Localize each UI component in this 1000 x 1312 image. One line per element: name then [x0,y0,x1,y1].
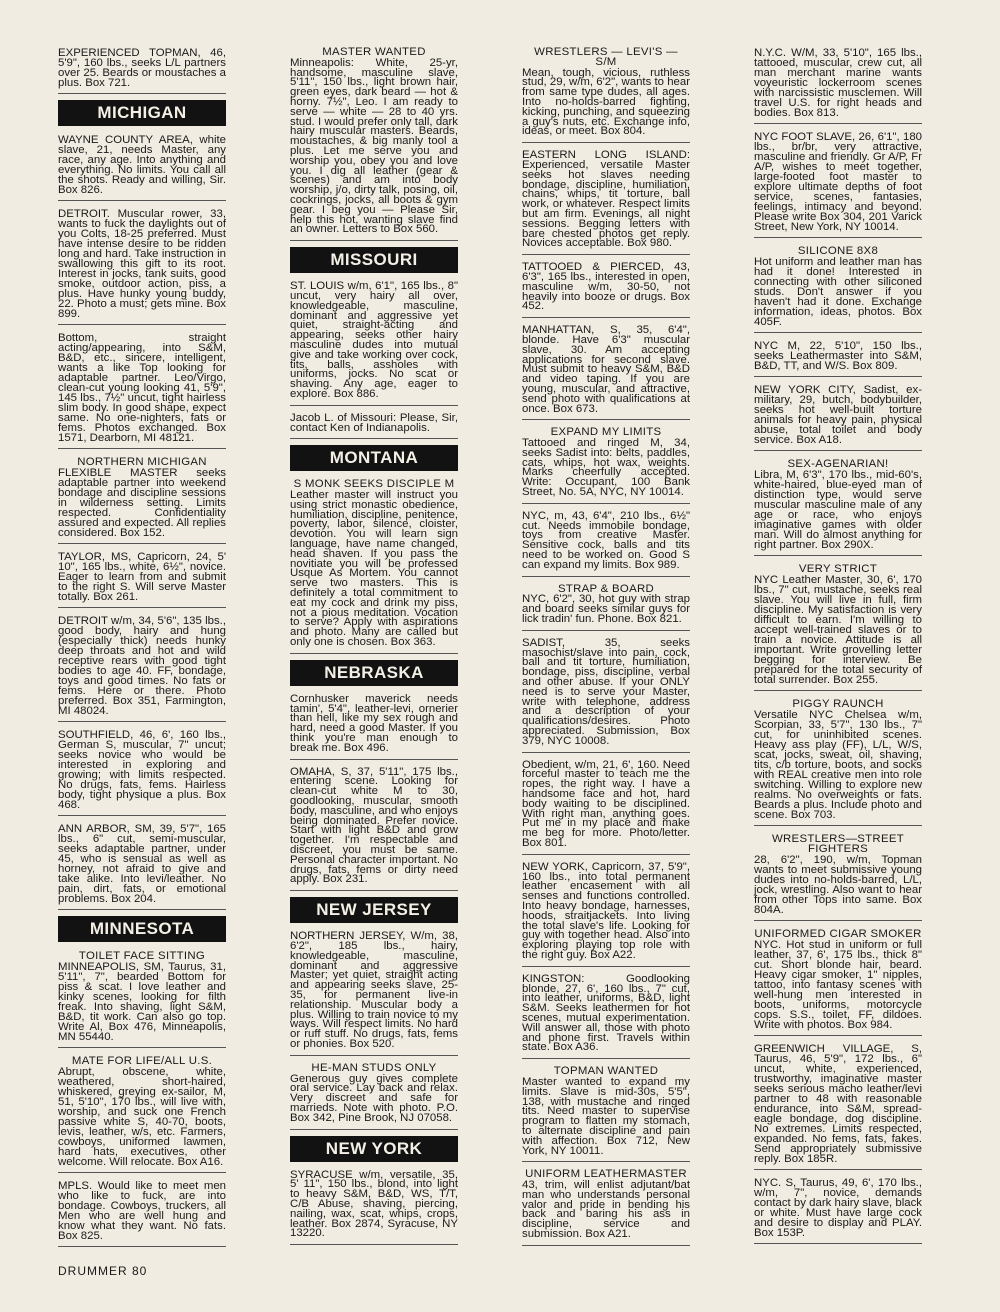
classified-ad [58,1179,226,1247]
ad-text: Hot uniform and leather man has had it done! Interested in connecting with other siliconed studs. Don't answer if you haven't had it done. Exchange information, ideas, photos. Box 405F. [754,256,922,328]
state-heading: NEW YORK [290,1136,458,1162]
classified-ad [58,207,226,325]
ad-text: Generous guy gives complete oral service. Lay back and relax. Very discreet and safe for marrieds. Note with photo. P.O. Box 342, Pine Brook, NJ 07058. [290,1072,458,1124]
classified-ad [754,130,922,238]
ad-text: NORTHERN JERSEY, W/m, 38, 6'2", 185 lbs., hairy, knowledgeable, masculine, dominant and aggressive Master; yet quiet, straight acting and appearing seeks slave, 25-35, for permanent live-in relationship. Muscular body a plus. Willing to train novice to my ways. Will respect limits. No hard or ruff stuff. No drugs, fats, fems or phonies. Box 520. [290,930,458,1050]
column-3 [522,46,690,1252]
ad-headline: PIGGY RAUNCH [792,698,884,710]
ad-headline: VERY STRICT [798,563,878,575]
classified-ad [522,861,690,967]
ad-headline: STRAP & BOARD [557,582,655,595]
ad-text: Jacob L. of Missouri: Please, Sir, contact Ken of Indianapolis. [290,411,458,434]
classified-ad [58,550,226,608]
ad-headline: MASTER WANTED [322,46,426,58]
ad-text: EASTERN LONG ISLAND: Experienced, versatile Master seeks hot slaves needing bondage, discipline, humiliation, chains, whips, tit torture, ball work, or whatever. Respect limits but am firm. Evenings, all night sessions. Begging letters with bare chested photos get reply. Novices acceptable. Box 980. [522,149,690,250]
ad-text: Cornhusker maverick needs tamin', 5'4", leather-levi, ornerier than hell, like my sex rough and hard, need a good Master. If you think you're man enough to break me. Box 496. [290,692,458,754]
ad-text: NYC. Hot stud in uniform or full leather, 37, 6', 175 lbs., thick 8" cut. Short blonde hair, beard. Heavy cigar smoker, 1" nipples, tattoo, into fantasy scenes with well-hung men interested in boots, uniforms, motorcycle cops. S.S., toilet, FF, dildoes. Write with photos. Box 984. [754,939,922,1031]
ad-text: SYRACUSE w/m, versatile, 35, 5' 11", 150 lbs., blond, into light to heavy S&M, B&D, WS, T/T, C/B Abuse, shaving, piercing, nailing, wax, scat, whips, crops, leather. Box 2874, Syracuse, NY 13220. [290,1168,458,1240]
state-heading: MISSOURI [290,247,458,273]
ad-text: 43, trim, will enlist adjutant/bat man who understands personal valor and pride in bending his back and baring his ass in discipline, service and submission. Box A21. [522,1179,690,1241]
classified-ad [522,1065,690,1162]
ad-text: NYC M, 22, 5'10", 150 lbs., seeks Leathermaster into S&M, B&D, TT, and W/S. Box 809. [754,340,922,372]
state-heading: MICHIGAN [58,100,226,126]
ad-headline: HE-MAN STUDS ONLY [311,1061,437,1074]
classified-ad [522,426,690,504]
classified-ad [522,759,690,855]
classified-ad [522,324,690,420]
ad-text: NYC. S, Taurus, 49, 6', 170 lbs., w/m, 7", novice, demands contact by dark hairy slave, black or white. Must have large cock and desire to display and PLAY. Box 153P. [754,1177,922,1239]
ad-text: Tattooed and ringed M, 34, seeks Sadist into: belts, paddles, cats, whips, hot wax, weights. Marks cheerfully accepted. Write: Occupant, 100 Bank Street, No. 5A, NYC, NY 10014. [522,437,690,499]
ad-text: TAYLOR, MS, Capricorn, 24, 5' 10", 165 lbs., white, 6½", novice. Eager to learn from and submit to the right S. Will serve Master totally. Box 261. [58,551,226,603]
ad-text: 28, 6'2", 190, w/m, Topman wants to meet submissive young dudes into no-holds-barred, L/L, jock, wrestling. Also want to hear from other Tops into same. Box 804A. [754,854,922,916]
classified-ad [754,927,922,1036]
classified-ad [754,383,922,451]
column-2 [290,46,458,1251]
ad-headline: SILICONE 8X8 [797,245,879,257]
ad-text: MINNEAPOLIS, SM, Taurus, 31, 5'11", 7", bearded Bottom for piss & scat. I love leather and kinky scenes, looking for filth freak. Into shaving, light S&M, B&D, tit work. Can also go top. Write Al, Box 476, Minneapolis, MN 55440. [58,961,226,1043]
column-4 [754,46,922,1250]
classified-ad [754,832,922,921]
classified-ad [58,1054,226,1173]
ad-text: MANHATTAN, S, 35, 6'4", blonde. Have 6'3" muscular slave, 30. Am accepting applications for second slave. Must submit to heavy S&M, B&D and video taping. If you are young, muscular, and attractive, send photo with qualifications at once. Box 673. [522,324,690,415]
ad-text: DETROIT w/m, 34, 5'6", 135 lbs., good body, hairy and hung (especially thick) needs hunky deep throats and hot and wild receptive rears with good tight bodies to age 40. FF, bondage, toys and good times. No fats or fems. Here or there. Photo preferred. Box 351, Farmington, MI 48024. [58,615,226,717]
ad-text: Master wanted to expand my limits. Slave is mid-30s, 5'5", 138, with mustache and ringed tits. Need master to supervise program to flatten my stomach, to alternate discipline and pain with affection. Box 712, New York, NY 10011. [522,1075,690,1157]
state-heading: MONTANA [290,445,458,471]
ad-text: NYC, m, 43, 6'4", 210 lbs., 6½" cut. Needs immobile bondage, toys from creative Master. Sensitive cock, balls and tits need to be worked on. Good S can expand my limits. Box 989. [522,509,690,571]
ad-text: Versatile NYC Chelsea w/m, Scorpian, 33, 5'7", 130 lbs., 7" cut, for uninhibited scenes. Heavy ass play (FF), L/L, W/S, scat, jocks, sweat, oil, shaving, tits, c/b torture, boots, and socks with REAL creative men into role switching. Willing to explore new realms. No overweights or fats. Beards a plus. Include photo and scene. Box 703. [754,709,922,821]
classified-ad [754,339,922,377]
classified-ad [290,930,458,1056]
ad-text: N.Y.C. W/M, 33, 5'10", 165 lbs., tattooed, muscular, crew cut, all man merchant marine wants voyeuristic lockerroom scenes with narcissistic musclemen. Will travel U.S. for right heads and bodies. Box 813. [754,47,922,119]
classified-ad [754,1042,922,1170]
state-heading: NEW JERSEY [290,897,458,923]
classified-ad [754,457,922,556]
page-footer: DRUMMER 80 [58,1264,148,1278]
ad-headline: TOPMAN WANTED [553,1065,659,1078]
classified-ad [58,46,226,94]
ad-headline: WRESTLERS — LEVI'S — S/M [534,46,678,68]
ad-text: Leather master will instruct you using strict monastic obedience, humiliation, discipline, penitence, poverty, labor, silence, cloister, devotion. You will learn sign language, have name changed, head shaven. If you pass the novitiate you will be professed Usque As Mortem. You cannot serve two masters. This is definitely a total commitment to eat my cock and drink my piss, not a pious meditation. Vocation to serve? Apply with aspirations and photo. Many are called but only one is chosen. Box 363. [290,489,458,649]
ad-headline: NORTHERN MICHIGAN [77,456,207,468]
ad-text: TATTOOED & PIERCED, 43, 6'3", 165 lbs., interested in open, masculine w/m, 30-50, not heavily into booze or drugs. Box 452. [522,261,690,313]
classified-ad [522,149,690,255]
ad-text: ST. LOUIS w/m, 6'1", 165 lbs., 8" uncut, very hairy all over, knowledgeable, masculine, dominant and aggressive yet quiet, straight-acting and appearing, seeks other hairy masculine dudes into mutual give and take working over cock, tits, balls, assholes with uniforms, jocks. No scat or shaving. Any age, eager to explore. Box 886. [290,280,458,400]
classified-ad [290,766,458,892]
classified-ad [290,478,458,654]
ad-text: NYC, 6'2", 30, hot guy with strap and board seeks similar guys for lick tradin' fun. Phone. Box 821. [522,593,690,626]
classified-ad [754,244,922,333]
ad-text: Bottom, straight acting/appearing, into S&M, B&D, etc., sincere, intelligent, wants a like Top looking for adaptable partner. Leo/Virgo, clean-cut young looking 41, 5'9", 145 lbs., 7½" uncut, tight hairless slim body. In good shape, expect same. No one-nighters, fats or fems. Photos exchanged. Box 1571, Dearborn, MI 48121. [58,332,226,444]
ad-text: NYC FOOT SLAVE, 26, 6'1", 180 lbs., br/br, very attractive, masculine and friendly. Gr A/P, Fr A/P, wishes to meet together, large-footed foot master to explore ultimate depths of foot service, scenes, fantasies, feelings, intimacy and beyond. Please write Box 304, 201 Varick Street, New York, NY 10014. [754,131,922,233]
ad-text: Mean, tough, vicious, ruthless stud, 29, w/m, 6'2", wants to hear from same type dudes, all ages. Into no-holds-barred fighting, kicking, punching, and squeezing a guy's nuts, etc. Exchange info, ideas, or meet. Box 804. [522,66,690,138]
classified-ad [58,331,226,449]
classified-ad [58,133,226,201]
ad-text: Libra, M, 6'3", 170 lbs., mid-60's, white-haired, blue-eyed man of distinction type, would serve muscular masculine male of any age or race, who enjoys imaginative games with older man. Will do almost anything for right partner. Box 290X. [754,469,922,551]
classified-ad [58,822,226,910]
classified-ad [290,412,458,440]
ad-headline: MATE FOR LIFE/ALL U.S. [71,1055,213,1067]
ad-text: NEW YORK, Capricorn, 37, 5'9", 160 lbs., into total permanent leather encasement with all senses and functions controlled. Into heavy bondage, harnesses, hoods, straitjackets. Into living the total slave's life. Looking for guy with together head. Also into exploring playing top role with the right guy. Box A22. [522,860,690,961]
classified-ad [290,1062,458,1130]
classified-ad [58,455,226,544]
state-heading: NEBRASKA [290,660,458,686]
ad-headline: WRESTLERS—STREET FIGHTERS [771,833,904,855]
classified-ad [58,728,226,816]
classified-ad [754,697,922,826]
ad-text: SADIST, 35, seeks masochist/slave into pain, cock, ball and tit torture, humiliation, bondage, piss, discipline, verbal and other abuse. If your ONLY need is to serve your Master, write with telephone, address and a description of your qualifications/desires. Photo appreciated. Submission, Box 379, NYC 10008. [522,636,690,747]
classified-ad [58,949,226,1048]
classified-ad [290,1169,458,1246]
ad-headline: UNIFORM LEATHERMASTER [525,1168,687,1181]
ad-text: Abrupt, obscene, white, weathered, short-haired, whiskered, greying ex-sailor, M, 51, 5'10", 170 lbs., will live with, worship, and suck one French passive white S, 40-70, boots, levis, leather, w/s, etc. Farmers, cowboys, uniformed lawmen, hard hats, executives, other welcome. Will relocate. Box A16. [58,1066,226,1168]
classified-ad [754,562,922,691]
ad-text: OMAHA, S, 37, 5'11", 175 lbs., entering scene. Looking for clean-cut white M to 30, goodlooking, muscular, smooth body, masculine, and who enjoys being dominated. Prefer novice. Start with light B&D and grow together. I'm respectable and discreet, you must be same. Personal character important. No drugs, fats, fems or dirty need apply. Box 231. [290,765,458,886]
ad-text: SOUTHFIELD, 46, 6', 160 lbs., German S, muscular, 7" uncut; seeks novice who would be interested in exploring and growing; with limits respected. No drugs, fats, fems. Hairless body, tight physique a plus. Box 468. [58,729,226,811]
ad-text: KINGSTON: Goodlooking blonde, 27, 6', 160 lbs., 7" cut, into leather, uniforms, B&D, light S&M. Seeks leathermen for hot scenes, mutual experimentation. Will answer all, those with photo and phone first. Travels within state. Box A36. [522,972,690,1054]
ad-text: FLEXIBLE MASTER seeks adaptable partner into weekend bondage and discipline sessions in wilderness setting. Limits respected. Confidentiality assured and expected. All replies considered. Box 152. [58,467,226,539]
ad-text: WAYNE COUNTY AREA, white slave, 21, needs Master, any race, any age. Into anything and everything. No limits. You call all the shots. Ready and willing, Sir. Box 826. [58,134,226,196]
classified-ad [58,614,226,722]
classified-ad [522,583,690,631]
classified-ad [522,46,690,143]
ad-text: DETROIT. Muscular rower, 33, wants to fuck the daylights out of you Colts, 18-25 preferred. Must have intense desire to be ridden long and hard. Take instruction in swallowing this gift to its root. Interest in jocks, tank suits, good smoke, outdoor action, piss, a plus. Have hunky young buddy, 22. Photo a must; gets mine. Box 899. [58,208,226,320]
state-heading: MINNESOTA [58,916,226,942]
ad-headline: UNIFORMED CIGAR SMOKER [754,928,922,940]
classified-ad [290,46,458,241]
classified-ad [522,637,690,753]
ad-text: Minneapolis: White, 25-yr, handsome, masculine slave, 5'11", 150 lbs., light brown hair, green eyes, dark beard — hot & horny. 7½", Leo. I am ready to serve — white — 28 to 40 yrs. stud. I would prefer only tall, dark hairy muscular masters. Beards, moustaches, & big manly tool a plus. Let me serve you and worship you, obey you and love you. I dig all leather (gear & scenes) and am into body worship, j/o, dirty talk, posing, oil, cockrings, jocks, all boots & gym gear. I beg you — Please Sir, help this hot, wanting slave find an owner. Letters to Box 560. [290,56,458,236]
ad-text: ANN ARBOR, SM, 39, 5'7", 165 lbs., 6" cut, semi-muscular, seeks adaptable partner, under 45, who is sensual as well as horney, not afraid to give and take alike. Into levi/leather. No pain, dirt, fats, or emotional problems. Box 204. [58,823,226,905]
classified-ad [522,510,690,577]
classified-ad [290,280,458,406]
classified-ad [522,1168,690,1246]
classified-ad [754,46,922,124]
ad-headline: SEX-AGENARIAN! [787,458,889,470]
ad-text: NYC Leather Master, 30, 6', 170 lbs., 7" cut, mustache, seeks real slave. You will live in full, firm discipline. My satisfaction is very difficult to earn. I'm willing to accept well-trained slaves or to train a novice. Attitude is all important. Write grovelling letter begging for interview. Be prepared for the total security of total surrender. Box 255. [754,574,922,686]
ad-text: GREENWICH VILLAGE, S, Taurus, 46, 5'9", 172 lbs., 6" uncut, white, experienced, trustworthy, imaginative master seeks serious macho leather/levi partner to 48 with reasonable endurance, into S&M, spread-eagle bondage, dog discipline. No extremes. Limits respected, expanded. No fems, fats, fakes. Send appropriately submissive reply. Box 185R. [754,1043,922,1165]
classified-ad [522,973,690,1059]
classified-ad [522,261,690,318]
ad-headline: TOILET FACE SITTING [78,950,206,962]
ad-text: Obedient, w/m, 21, 6', 160. Need forceful master to teach me the ropes, the right way. I have a handsome face and hot, hard body waiting to be disciplined. With right man, anything goes. Put me in my place and make me beg for more. Photo/letter. Box 801. [522,758,690,849]
classified-ad [290,693,458,760]
ad-text: MPLS. Would like to meet men who like to fuck, are into bondage. Cowboys, truckers, all Men who are well hung and know what they want. No fats. Box 825. [58,1180,226,1242]
ad-text: EXPERIENCED TOPMAN, 46, 5'9", 160 lbs., seeks L/L partners over 25. Beards or moustaches a plus. Box 721. [58,47,226,89]
ad-headline: EXPAND MY LIMITS [550,426,662,439]
column-1 [58,46,226,1253]
classified-ad [754,1176,922,1244]
ad-headline: S MONK SEEKS DISCIPLE M [293,478,455,491]
ad-text: NEW YORK CITY, Sadist, ex-military, 29, butch, bodybuilder, seeks hot well-built torture animals for heavy pain, physical abuse, total toilet and body service. Box A18. [754,384,922,446]
